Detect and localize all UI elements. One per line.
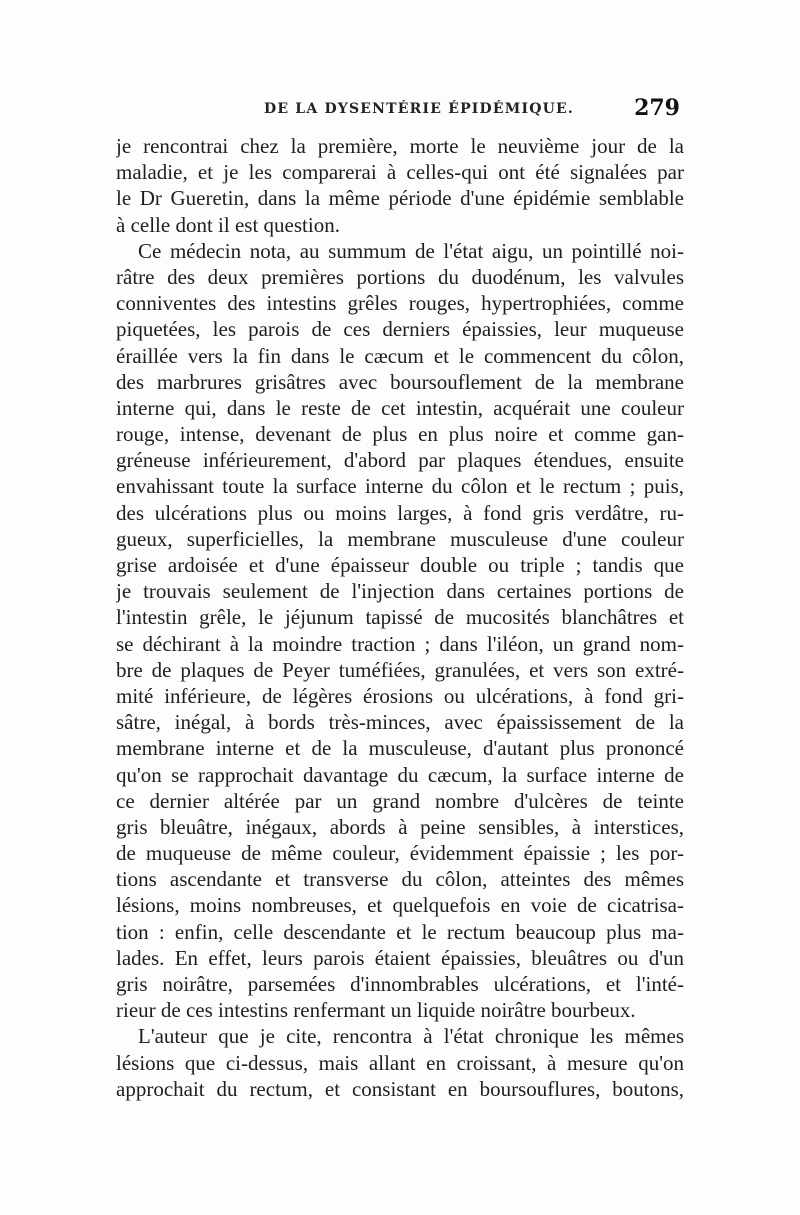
text-line: qu'on se rapprochait davantage du cæcum, la surface interne de	[116, 762, 684, 787]
text-line: des marbrures grisâtres avec boursouflement de la membrane	[116, 369, 684, 394]
text-line: L'auteur que je cite, rencontra à l'état chronique les mêmes	[138, 1024, 684, 1049]
text-line: lésions que ci-dessus, mais allant en croissant, à mesure qu'on	[116, 1050, 684, 1075]
text-line: de muqueuse de même couleur, évidemment épaissie ; les por-	[116, 841, 684, 866]
text-line: l'intestin grêle, le jéjunum tapissé de mucosités blanchâtres et	[116, 605, 684, 630]
text-line: je trouvais seulement de l'injection dans certaines portions de	[116, 579, 684, 604]
running-title: DE LA DYSENTÉRIE ÉPIDÉMIQUE.	[264, 101, 574, 117]
text-line: se déchirant à la moindre traction ; dans l'iléon, un grand nom-	[116, 631, 684, 656]
text-line: interne qui, dans le reste de cet intestin, acquérait une couleur	[116, 395, 684, 420]
running-header	[116, 95, 682, 127]
text-line: le Dr Gueretin, dans la même période d'une épidémie semblable	[116, 186, 684, 211]
text-line: envahissant toute la surface interne du côlon et le rectum ; puis,	[116, 474, 684, 499]
text-line: maladie, et je les comparerai à celles-qui ont été signalées par	[116, 160, 684, 185]
body-text	[116, 133, 684, 1102]
text-line: des ulcérations plus ou moins larges, à fond gris verdâtre, ru-	[116, 500, 684, 525]
text-line: approchait du rectum, et consistant en boursouflures, boutons,	[116, 1076, 684, 1101]
text-line: gris bleuâtre, inégaux, abords à peine sensibles, à interstices,	[116, 814, 684, 839]
text-line: lésions, moins nombreuses, et quelquefois en voie de cicatrisa-	[116, 893, 684, 918]
page-number: 279	[634, 95, 680, 121]
text-line: râtre des deux premières portions du duodénum, les valvules	[116, 264, 684, 289]
text-line: lades. En effet, leurs parois étaient épaissies, bleuâtres ou d'un	[116, 945, 684, 970]
text-line: éraillée vers la fin dans le cæcum et le commencent du côlon,	[116, 343, 684, 368]
text-line: mité inférieure, de légères érosions ou ulcérations, à fond gri-	[116, 683, 684, 708]
text-line: conniventes des intestins grêles rouges, hypertrophiées, comme	[116, 291, 684, 316]
text-line: membrane interne et de la musculeuse, d'autant plus prononcé	[116, 736, 684, 761]
text-line: rieur de ces intestins renfermant un liquide noirâtre bourbeux.	[116, 998, 636, 1023]
text-line: gris noirâtre, parsemées d'innombrables ulcérations, et l'inté-	[116, 972, 684, 996]
text-line: piquetées, les parois de ces derniers épaissies, leur muqueuse	[116, 317, 684, 342]
text-line: je rencontrai chez la première, morte le neuvième jour de la	[116, 134, 684, 158]
text-line: tion : enfin, celle descendante et le rectum beaucoup plus ma-	[116, 919, 684, 944]
text-line: Ce médecin nota, au summum de l'état aigu, un pointillé noi-	[138, 238, 684, 263]
text-line: ce dernier altérée par un grand nombre d'ulcères de teinte	[116, 788, 684, 813]
text-line: bre de plaques de Peyer tuméfiées, granulées, et vers son extré-	[116, 657, 684, 682]
text-line: tions ascendante et transverse du côlon, atteintes des mêmes	[116, 867, 684, 892]
text-line: sâtre, inégal, à bords très-minces, avec épaississement de la	[116, 710, 684, 735]
text-line: grise ardoisée et d'une épaisseur double ou triple ; tandis que	[116, 553, 684, 577]
text-line: gréneuse inférieurement, d'abord par plaques étendues, ensuite	[116, 448, 684, 473]
text-line: gueux, superficielles, la membrane musculeuse d'une couleur	[116, 526, 684, 551]
text-line: rouge, intense, devenant de plus en plus noire et comme gan-	[116, 422, 684, 447]
text-line: à celle dont il est question.	[116, 212, 340, 237]
